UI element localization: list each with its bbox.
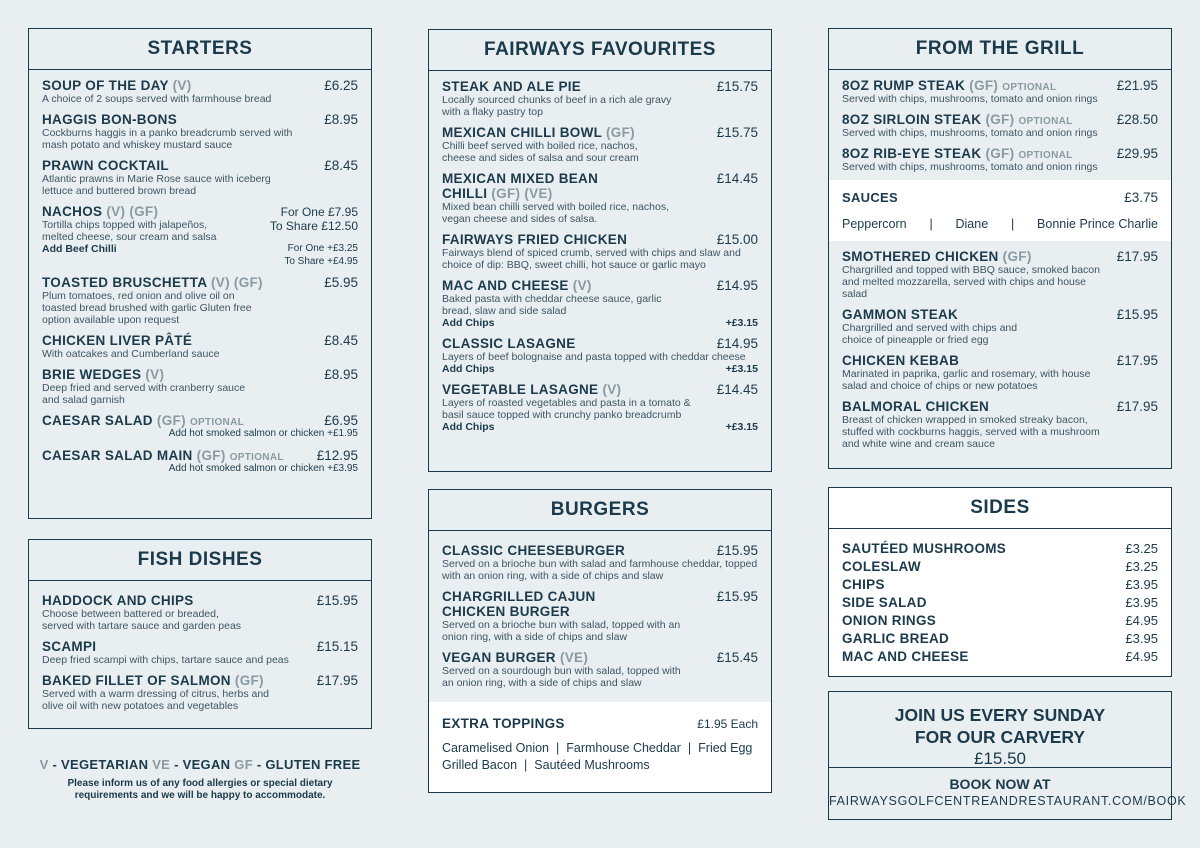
optional-label: OPTIONAL bbox=[1002, 82, 1057, 93]
grill-list bbox=[829, 241, 1171, 450]
item-name: BRIE WEDGES bbox=[42, 367, 142, 382]
grill-title: FROM THE GRILL bbox=[829, 29, 1171, 70]
item-desc: Breast of chicken wrapped in smoked streaky bacon, stuffed with cockburns haggis, served with a mushroom and white wine and cream sauce bbox=[842, 414, 1100, 450]
item-name: FAIRWAYS FRIED CHICKEN bbox=[442, 232, 628, 247]
carvery-promo bbox=[829, 692, 1171, 768]
legend-v-label: - VEGETARIAN bbox=[52, 757, 149, 772]
item-name: CLASSIC CHEESEBURGER bbox=[442, 543, 626, 558]
diet-tag: (V) (GF) bbox=[210, 275, 263, 290]
favourites-section bbox=[428, 29, 772, 472]
item-price: For One £7.95 bbox=[280, 205, 358, 219]
side-item bbox=[842, 577, 1158, 592]
starters-list bbox=[29, 70, 371, 475]
menu-item bbox=[442, 278, 758, 329]
menu-item bbox=[842, 399, 1158, 450]
allergy-note: Please inform us of any food allergies or special dietary requirements and we will be happy to accommodate. bbox=[67, 778, 333, 801]
side-item bbox=[842, 559, 1158, 574]
menu-item bbox=[442, 336, 758, 375]
menu-item bbox=[42, 112, 358, 151]
item-desc: Deep fried scampi with chips, tartare sauce and peas bbox=[42, 654, 289, 666]
item-price: £15.95 bbox=[1116, 307, 1158, 322]
item-name: SAUTÉED MUSHROOMS bbox=[842, 541, 1007, 556]
item-price-share: To Share £12.50 bbox=[269, 219, 358, 233]
item-desc: Served on a sourdough bun with salad, topped with an onion ring, with a side of chips and slaw bbox=[442, 665, 681, 689]
menu-item bbox=[842, 249, 1158, 300]
legend-v: V bbox=[39, 757, 49, 772]
item-name: CHIPS bbox=[842, 577, 885, 592]
favourites-title: FAIRWAYS FAVOURITES bbox=[429, 30, 771, 71]
diet-tag: (GF) bbox=[985, 146, 1015, 161]
item-name: MEXICAN MIXED BEAN CHILLI bbox=[442, 171, 599, 201]
item-desc: Served with a warm dressing of citrus, herbs and olive oil with new potatoes and vegetables bbox=[42, 688, 270, 712]
diet-tag: (V) bbox=[572, 278, 592, 293]
item-desc: Baked pasta with cheddar cheese sauce, garlic bread, slaw and side salad bbox=[442, 293, 662, 317]
item-price: £14.45 bbox=[716, 171, 758, 186]
sides-list bbox=[829, 529, 1171, 664]
item-price: £15.95 bbox=[716, 543, 758, 558]
diet-tag: (GF) (VE) bbox=[491, 186, 553, 201]
item-price: £3.95 bbox=[1125, 595, 1158, 610]
item-price: £6.95 bbox=[324, 413, 358, 428]
extra-label: Add Chips bbox=[442, 363, 495, 375]
diet-tag: (VE) bbox=[559, 650, 589, 665]
side-item bbox=[842, 541, 1158, 556]
sides-section bbox=[828, 487, 1172, 677]
item-desc: With oatcakes and Cumberland sauce bbox=[42, 348, 220, 360]
item-price: £15.95 bbox=[316, 593, 358, 608]
item-price: £4.95 bbox=[1125, 613, 1158, 628]
menu-item bbox=[42, 673, 358, 712]
item-price: £15.45 bbox=[716, 650, 758, 665]
carvery-section bbox=[828, 691, 1187, 820]
menu-item bbox=[42, 593, 358, 632]
item-price: £14.95 bbox=[716, 336, 758, 351]
item-price: £8.45 bbox=[324, 333, 358, 348]
menu-item bbox=[42, 413, 358, 441]
item-price: £3.25 bbox=[1125, 541, 1158, 556]
item-name: CHICKEN LIVER PÂTÉ bbox=[42, 333, 193, 348]
diet-tag: (GF) bbox=[985, 112, 1015, 127]
diet-tag: (V) bbox=[172, 78, 192, 93]
item-desc: Cockburns haggis in a panko breadcrumb served with mash potato and whiskey mustard sauce bbox=[42, 127, 293, 151]
extra-price: +£3.15 bbox=[725, 363, 758, 375]
item-name: GAMMON STEAK bbox=[842, 307, 959, 322]
item-desc: Served on a brioche bun with salad, topped with an onion ring, with a side of chips and slaw bbox=[442, 619, 681, 643]
item-name: BALMORAL CHICKEN bbox=[842, 399, 990, 414]
menu-item bbox=[42, 448, 358, 476]
item-price: £17.95 bbox=[1116, 249, 1158, 264]
menu-item bbox=[842, 307, 1158, 346]
optional-label: OPTIONAL bbox=[189, 417, 245, 428]
item-desc: Atlantic prawns in Marie Rose sauce with iceberg lettuce and buttered brown bread bbox=[42, 173, 271, 197]
book-now-label: BOOK NOW AT bbox=[949, 776, 1051, 792]
item-price: £15.75 bbox=[716, 125, 758, 140]
item-price: £6.25 bbox=[324, 78, 358, 93]
item-price: £12.95 bbox=[316, 447, 358, 463]
topping-item: Farmhouse Cheddar bbox=[566, 741, 681, 755]
item-desc: Layers of beef bolognaise and pasta topped with cheddar cheese bbox=[442, 351, 746, 363]
item-desc: Plum tomatoes, red onion and olive oil on toasted bread brushed with garlic Gluten free option available upon request bbox=[42, 290, 252, 326]
side-item bbox=[842, 649, 1158, 664]
item-price: £28.50 bbox=[1116, 112, 1158, 127]
favourites-list bbox=[429, 71, 771, 433]
item-name: CHARGRILLED CAJUN CHICKEN BURGER bbox=[442, 589, 596, 619]
item-desc: Mixed bean chilli served with boiled rice, nachos, vegan cheese and sides of salsa. bbox=[442, 201, 670, 225]
item-name: MEXICAN CHILLI BOWL bbox=[442, 125, 602, 140]
item-name: NACHOS bbox=[42, 204, 103, 219]
item-name: VEGETABLE LASAGNE bbox=[442, 382, 599, 397]
diet-tag: (GF) bbox=[156, 413, 186, 428]
burgers-section bbox=[428, 489, 772, 793]
menu-item bbox=[842, 78, 1158, 105]
menu-item bbox=[42, 639, 358, 666]
extra-label: Add Chips bbox=[442, 317, 495, 329]
sauce-item: Diane bbox=[955, 217, 989, 231]
menu-item bbox=[442, 543, 758, 582]
grill-section bbox=[828, 28, 1172, 469]
item-price: £8.95 bbox=[324, 367, 358, 382]
item-desc: Choose between battered or breaded, served with tartare sauce and garden peas bbox=[42, 608, 242, 632]
item-desc: Chargrilled and served with chips and choice of pineapple or fried egg bbox=[842, 322, 1018, 346]
extra-price: For One +£3.25 bbox=[287, 243, 358, 254]
optional-label: OPTIONAL bbox=[229, 451, 284, 463]
menu-item bbox=[42, 78, 358, 105]
item-desc: A choice of 2 soups served with farmhouse bread bbox=[42, 93, 272, 105]
item-name: HADDOCK AND CHIPS bbox=[42, 593, 194, 608]
item-name: 8OZ RIB-EYE STEAK bbox=[842, 146, 982, 161]
legend-gf-label: - GLUTEN FREE bbox=[256, 757, 361, 772]
diet-tag: (GF) bbox=[1002, 249, 1032, 264]
sauce-item: Bonnie Prince Charlie bbox=[1037, 217, 1158, 231]
extra-price: To Share +£4.95 bbox=[284, 255, 358, 267]
item-desc: Deep fried and served with cranberry sauce and salad garnish bbox=[42, 382, 246, 406]
item-name: MAC AND CHEESE bbox=[442, 278, 569, 293]
item-desc: Chargrilled and topped with BBQ sauce, smoked bacon and melted mozzarella, served with chips and house salad bbox=[842, 264, 1100, 300]
item-name: SIDE SALAD bbox=[842, 595, 927, 610]
item-name: SMOTHERED CHICKEN bbox=[842, 249, 999, 264]
item-name: CAESAR SALAD bbox=[42, 413, 153, 428]
item-price: £8.45 bbox=[324, 158, 358, 173]
item-name: COLESLAW bbox=[842, 559, 921, 574]
item-price: £21.95 bbox=[1116, 78, 1158, 93]
menu-item bbox=[442, 232, 758, 271]
item-desc: Locally sourced chunks of beef in a rich ale gravy with a flaky pastry top bbox=[442, 94, 672, 118]
item-price: £17.95 bbox=[1116, 353, 1158, 368]
topping-item: Caramelised Onion bbox=[442, 741, 549, 755]
item-name: CHICKEN KEBAB bbox=[842, 353, 960, 368]
carvery-line2: FOR OUR CARVERY bbox=[914, 727, 1086, 747]
item-desc: Tortilla chips topped with jalapeños, melted cheese, sour cream and salsa bbox=[42, 219, 217, 243]
menu-item bbox=[42, 333, 358, 360]
toppings-title: EXTRA TOPPINGS bbox=[442, 716, 565, 731]
starters-title: STARTERS bbox=[29, 29, 371, 70]
fish-list bbox=[29, 581, 371, 712]
dietary-legend bbox=[28, 757, 372, 802]
sauces-block: SAUCES £3.75 Peppercorn | Diane | Bonnie Prince Charlie bbox=[829, 180, 1171, 241]
item-name: PRAWN COCKTAIL bbox=[42, 158, 169, 173]
menu-item bbox=[442, 171, 758, 225]
extra-label: Add Beef Chilli bbox=[42, 243, 117, 255]
diet-tag: (V) bbox=[602, 382, 622, 397]
extra-toppings: EXTRA TOPPINGS £1.95 Each Caramelised Onion | Farmhouse Cheddar | Fried Egg Grilled Bacon | Sautéed Mushrooms bbox=[429, 702, 771, 792]
booking-info bbox=[829, 768, 1187, 809]
burgers-title: BURGERS bbox=[429, 490, 771, 531]
carvery-line1: JOIN US EVERY SUNDAY bbox=[894, 705, 1106, 725]
sides-title: SIDES bbox=[829, 488, 1171, 529]
item-price: £17.95 bbox=[1116, 399, 1158, 414]
item-desc: Fairways blend of spiced crumb, served with chips and slaw and choice of dip: BBQ, sweet chilli, hot sauce or garlic mayo bbox=[442, 247, 741, 271]
item-name: SCAMPI bbox=[42, 639, 97, 654]
item-price: £3.95 bbox=[1125, 631, 1158, 646]
menu-item bbox=[442, 589, 758, 643]
item-name: MAC AND CHEESE bbox=[842, 649, 969, 664]
menu-item bbox=[442, 382, 758, 433]
starters-section bbox=[28, 28, 372, 519]
topping-item: Grilled Bacon bbox=[442, 758, 518, 772]
item-name: ONION RINGS bbox=[842, 613, 937, 628]
item-price: £15.75 bbox=[716, 79, 758, 94]
item-name: BAKED FILLET OF SALMON bbox=[42, 673, 231, 688]
item-price: £15.00 bbox=[716, 232, 758, 247]
item-price: £5.95 bbox=[324, 275, 358, 290]
item-desc: Served with chips, mushrooms, tomato and onion rings bbox=[842, 127, 1098, 139]
extra-price: +£3.15 bbox=[725, 317, 758, 329]
item-name: TOASTED BRUSCHETTA bbox=[42, 275, 207, 290]
side-item bbox=[842, 613, 1158, 628]
menu-item bbox=[42, 367, 358, 406]
diet-tag: (V) (GF) bbox=[106, 204, 159, 219]
legend-ve: VE bbox=[152, 757, 171, 772]
extra-price: +£3.15 bbox=[725, 421, 758, 433]
item-desc: Served on a brioche bun with salad and farmhouse cheddar, topped with an onion ring, with a side of chips and slaw bbox=[442, 558, 758, 582]
item-name: 8OZ RUMP STEAK bbox=[842, 78, 966, 93]
item-price: £14.45 bbox=[716, 382, 758, 397]
fish-section bbox=[28, 539, 372, 729]
diet-tag: (GF) bbox=[234, 673, 264, 688]
legend-ve-label: - VEGAN bbox=[174, 757, 231, 772]
menu-item bbox=[42, 204, 358, 268]
topping-item: Fried Egg bbox=[698, 741, 753, 755]
item-price: £14.95 bbox=[716, 278, 758, 293]
item-price: £3.25 bbox=[1125, 559, 1158, 574]
carvery-price: £15.50 bbox=[974, 749, 1026, 768]
item-desc: Served with chips, mushrooms, tomato and onion rings bbox=[842, 161, 1098, 173]
legend-key bbox=[28, 757, 372, 772]
side-item bbox=[842, 595, 1158, 610]
menu-item bbox=[42, 275, 358, 326]
menu-item bbox=[842, 112, 1158, 139]
item-name: CAESAR SALAD MAIN bbox=[42, 447, 193, 463]
diet-tag: (V) bbox=[145, 367, 165, 382]
menu-item bbox=[842, 146, 1158, 173]
item-price: £4.95 bbox=[1125, 649, 1158, 664]
extra-label: Add Chips bbox=[442, 421, 495, 433]
item-name: CLASSIC LASAGNE bbox=[442, 336, 576, 351]
item-price: £15.15 bbox=[316, 639, 358, 654]
fish-title: FISH DISHES bbox=[29, 540, 371, 581]
toppings-price: £1.95 Each bbox=[697, 717, 758, 731]
item-price: £8.95 bbox=[324, 112, 358, 127]
menu-item bbox=[442, 650, 758, 689]
booking-url[interactable]: FAIRWAYSGOLFCENTREANDRESTAURANT.COM/BOOK bbox=[829, 794, 1187, 808]
extra-price: Add hot smoked salmon or chicken +£1.95 bbox=[168, 428, 358, 439]
menu-item bbox=[42, 158, 358, 197]
topping-item: Sautéed Mushrooms bbox=[534, 758, 650, 772]
item-name: HAGGIS BON-BONS bbox=[42, 112, 178, 127]
burgers-list bbox=[429, 531, 771, 689]
menu-item bbox=[842, 353, 1158, 392]
sauces-title: SAUCES bbox=[842, 190, 898, 205]
extra-price: Add hot smoked salmon or chicken +£3.95 bbox=[168, 462, 358, 474]
diet-tag: (GF) bbox=[606, 125, 635, 140]
item-desc: Marinated in paprika, garlic and rosemary, with house salad and choice of chips or new potatoes bbox=[842, 368, 1091, 392]
item-desc: Served with chips, mushrooms, tomato and onion rings bbox=[842, 93, 1098, 105]
optional-label: OPTIONAL bbox=[1018, 116, 1073, 127]
steak-list bbox=[829, 70, 1171, 173]
item-price: £3.95 bbox=[1125, 577, 1158, 592]
legend-gf: GF bbox=[234, 757, 253, 772]
item-name: SOUP OF THE DAY bbox=[42, 78, 169, 93]
item-name: VEGAN BURGER bbox=[442, 650, 556, 665]
side-item bbox=[842, 631, 1158, 646]
item-desc: Layers of roasted vegetables and pasta in a tomato & basil sauce topped with crunchy panko breadcrumb bbox=[442, 397, 691, 421]
item-price: £15.95 bbox=[716, 589, 758, 604]
optional-label: OPTIONAL bbox=[1018, 150, 1073, 161]
item-name: 8OZ SIRLOIN STEAK bbox=[842, 112, 982, 127]
item-price: £17.95 bbox=[316, 673, 358, 688]
item-name: GARLIC BREAD bbox=[842, 631, 950, 646]
diet-tag: (GF) bbox=[196, 447, 226, 463]
sauce-item: Peppercorn bbox=[842, 217, 907, 231]
item-desc: Chilli beef served with boiled rice, nachos, cheese and sides of salsa and sour cream bbox=[442, 140, 639, 164]
item-price: £29.95 bbox=[1116, 146, 1158, 161]
menu-item bbox=[442, 125, 758, 164]
diet-tag: (GF) bbox=[969, 78, 999, 93]
item-name: STEAK AND ALE PIE bbox=[442, 79, 582, 94]
sauces-price: £3.75 bbox=[1124, 190, 1158, 205]
menu-item bbox=[442, 79, 758, 118]
